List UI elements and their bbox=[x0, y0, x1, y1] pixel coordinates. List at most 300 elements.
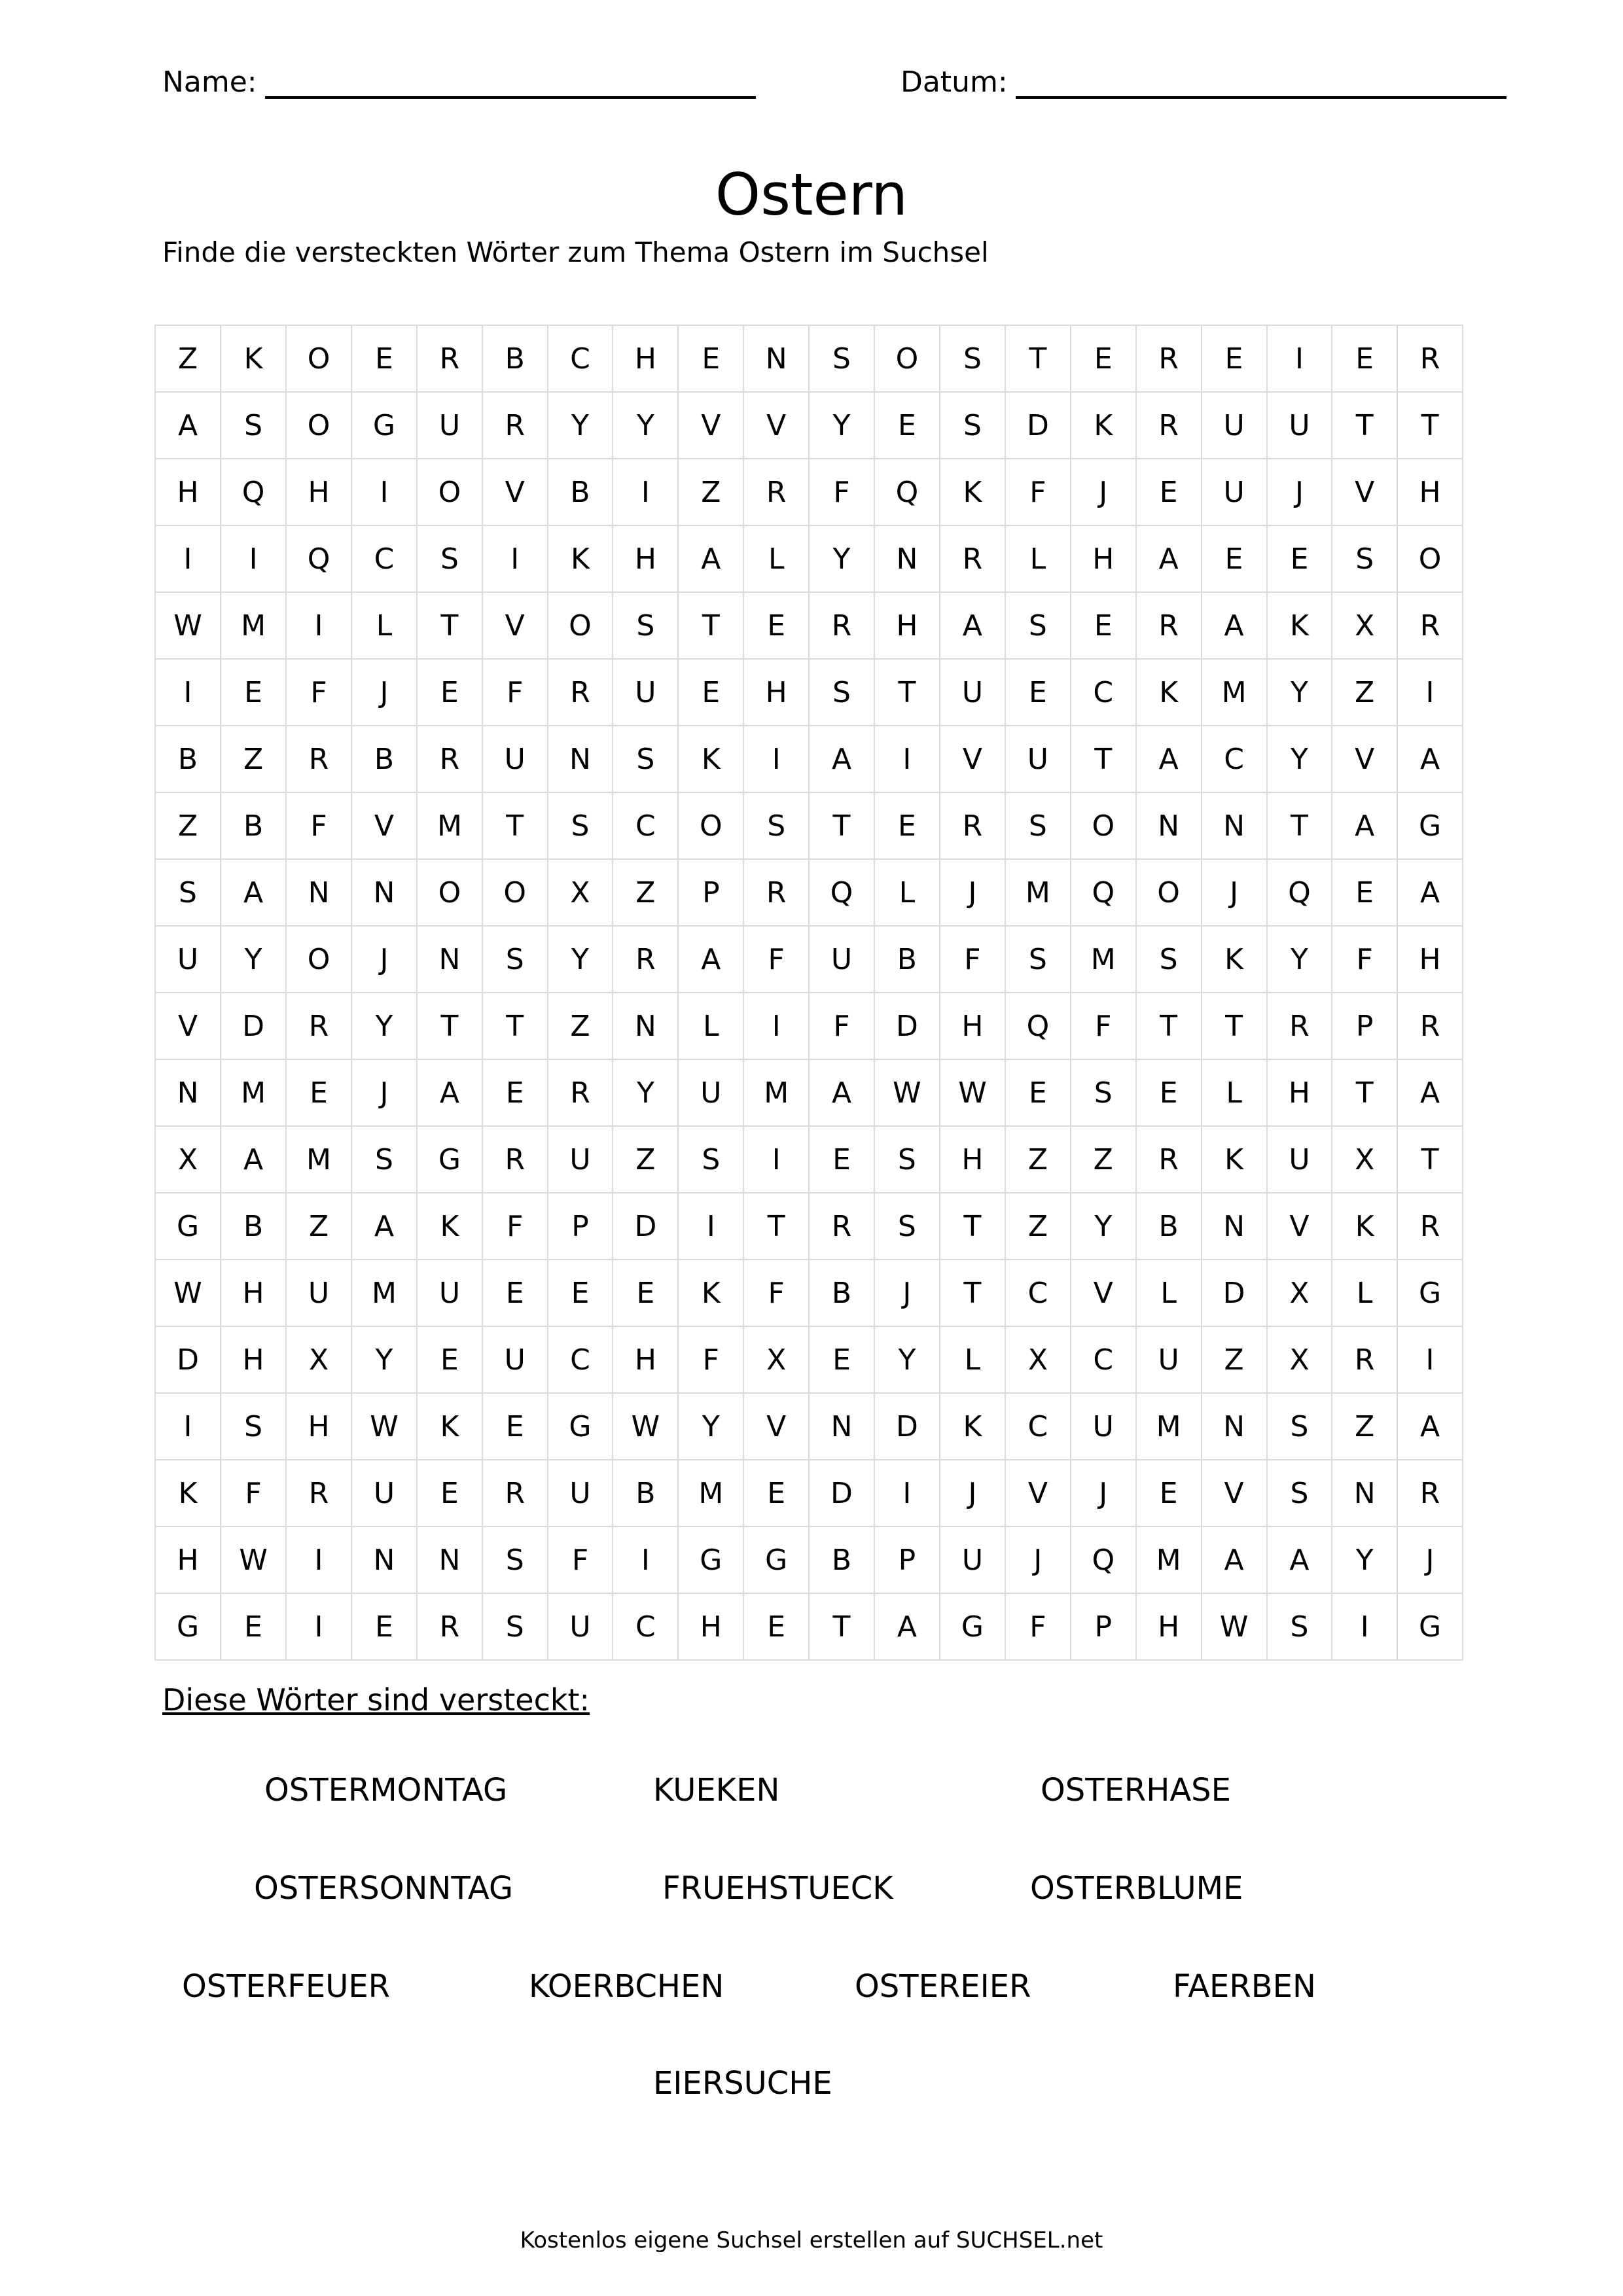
grid-cell: S bbox=[1267, 1460, 1332, 1527]
grid-cell: U bbox=[1136, 1326, 1202, 1393]
grid-cell: M bbox=[221, 1059, 286, 1126]
grid-cell: R bbox=[417, 1593, 482, 1660]
grid-row bbox=[155, 1193, 1463, 1260]
grid-cell: T bbox=[1397, 1126, 1463, 1193]
word-list-item: OSTERSONNTAG bbox=[254, 1870, 514, 1907]
grid-cell: Z bbox=[1332, 1393, 1397, 1460]
grid-cell: X bbox=[286, 1326, 351, 1393]
grid-cell: A bbox=[1267, 1527, 1332, 1593]
grid-cell: E bbox=[1332, 325, 1397, 392]
grid-cell: F bbox=[1005, 459, 1071, 525]
grid-cell: D bbox=[874, 993, 940, 1059]
grid-cell: I bbox=[351, 459, 417, 525]
grid-cell: R bbox=[1136, 325, 1202, 392]
grid-cell: A bbox=[1397, 726, 1463, 792]
grid-cell: R bbox=[613, 926, 678, 993]
grid-cell: Z bbox=[155, 792, 221, 859]
grid-cell: H bbox=[613, 325, 678, 392]
grid-cell: Y bbox=[1267, 726, 1332, 792]
grid-row bbox=[155, 1527, 1463, 1593]
grid-cell: W bbox=[155, 592, 221, 659]
grid-cell: U bbox=[809, 926, 874, 993]
grid-cell: B bbox=[809, 1527, 874, 1593]
grid-cell: G bbox=[351, 392, 417, 459]
grid-cell: H bbox=[155, 1527, 221, 1593]
grid-cell: S bbox=[221, 1393, 286, 1460]
grid-cell: A bbox=[155, 392, 221, 459]
grid-cell: R bbox=[1332, 1326, 1397, 1393]
grid-cell: S bbox=[482, 926, 548, 993]
grid-cell: I bbox=[286, 592, 351, 659]
grid-cell: D bbox=[221, 993, 286, 1059]
grid-cell: J bbox=[1397, 1527, 1463, 1593]
grid-cell: I bbox=[874, 726, 940, 792]
grid-cell: S bbox=[678, 1126, 743, 1193]
grid-cell: C bbox=[1005, 1260, 1071, 1326]
grid-cell: A bbox=[678, 525, 743, 592]
grid-cell: E bbox=[874, 792, 940, 859]
grid-cell: F bbox=[1005, 1593, 1071, 1660]
grid-cell: R bbox=[940, 792, 1005, 859]
grid-cell: A bbox=[1397, 1059, 1463, 1126]
grid-cell: B bbox=[221, 792, 286, 859]
grid-cell: Q bbox=[1267, 859, 1332, 926]
grid-cell: E bbox=[1202, 325, 1267, 392]
grid-cell: H bbox=[1397, 459, 1463, 525]
grid-cell: U bbox=[155, 926, 221, 993]
grid-cell: N bbox=[286, 859, 351, 926]
grid-cell: J bbox=[351, 1059, 417, 1126]
grid-cell: E bbox=[482, 1260, 548, 1326]
word-list-item: FAERBEN bbox=[1173, 1968, 1316, 2005]
grid-cell: K bbox=[1202, 1126, 1267, 1193]
grid-cell: T bbox=[482, 792, 548, 859]
grid-cell: K bbox=[940, 1393, 1005, 1460]
grid-cell: H bbox=[286, 1393, 351, 1460]
name-label: Name: bbox=[162, 65, 257, 99]
grid-cell: K bbox=[417, 1193, 482, 1260]
grid-cell: F bbox=[482, 1193, 548, 1260]
grid-cell: P bbox=[1332, 993, 1397, 1059]
page-title: Ostern bbox=[715, 161, 908, 228]
grid-cell: B bbox=[155, 726, 221, 792]
grid-cell: P bbox=[1071, 1593, 1136, 1660]
grid-cell: H bbox=[1397, 926, 1463, 993]
grid-cell: V bbox=[1332, 459, 1397, 525]
grid-cell: L bbox=[874, 859, 940, 926]
grid-cell: H bbox=[613, 1326, 678, 1393]
grid-cell: S bbox=[221, 392, 286, 459]
grid-cell: U bbox=[940, 1527, 1005, 1593]
grid-cell: E bbox=[1005, 659, 1071, 726]
grid-cell: J bbox=[1071, 1460, 1136, 1527]
grid-row bbox=[155, 1393, 1463, 1460]
grid-cell: N bbox=[351, 1527, 417, 1593]
grid-cell: C bbox=[548, 325, 613, 392]
grid-cell: Z bbox=[548, 993, 613, 1059]
grid-cell: W bbox=[940, 1059, 1005, 1126]
grid-cell: R bbox=[1136, 592, 1202, 659]
grid-cell: Y bbox=[874, 1326, 940, 1393]
grid-cell: H bbox=[1267, 1059, 1332, 1126]
grid-cell: E bbox=[743, 1460, 809, 1527]
grid-cell: F bbox=[1071, 993, 1136, 1059]
grid-row bbox=[155, 392, 1463, 459]
grid-cell: Q bbox=[809, 859, 874, 926]
grid-cell: S bbox=[1136, 926, 1202, 993]
grid-cell: U bbox=[482, 1326, 548, 1393]
grid-cell: B bbox=[613, 1460, 678, 1527]
grid-cell: J bbox=[351, 926, 417, 993]
grid-cell: I bbox=[1397, 1326, 1463, 1393]
grid-cell: H bbox=[221, 1326, 286, 1393]
grid-cell: Y bbox=[548, 392, 613, 459]
grid-cell: U bbox=[417, 1260, 482, 1326]
grid-cell: E bbox=[874, 392, 940, 459]
grid-cell: I bbox=[1332, 1593, 1397, 1660]
grid-cell: U bbox=[548, 1460, 613, 1527]
grid-cell: F bbox=[1332, 926, 1397, 993]
grid-cell: R bbox=[417, 726, 482, 792]
grid-cell: Y bbox=[1332, 1527, 1397, 1593]
grid-cell: W bbox=[221, 1527, 286, 1593]
grid-cell: M bbox=[1136, 1393, 1202, 1460]
grid-cell: Y bbox=[351, 993, 417, 1059]
grid-cell: B bbox=[548, 459, 613, 525]
grid-cell: D bbox=[809, 1460, 874, 1527]
grid-cell: H bbox=[874, 592, 940, 659]
grid-cell: G bbox=[1397, 1593, 1463, 1660]
grid-cell: K bbox=[417, 1393, 482, 1460]
word-list-item: KUEKEN bbox=[653, 1772, 780, 1809]
grid-cell: R bbox=[809, 1193, 874, 1260]
grid-cell: C bbox=[1071, 1326, 1136, 1393]
grid-cell: N bbox=[417, 1527, 482, 1593]
grid-cell: S bbox=[417, 525, 482, 592]
grid-cell: G bbox=[1397, 792, 1463, 859]
grid-cell: K bbox=[1202, 926, 1267, 993]
grid-cell: T bbox=[940, 1260, 1005, 1326]
grid-cell: U bbox=[548, 1593, 613, 1660]
grid-cell: X bbox=[155, 1126, 221, 1193]
grid-cell: Y bbox=[548, 926, 613, 993]
grid-cell: I bbox=[286, 1593, 351, 1660]
word-list-item: OSTERBLUME bbox=[1030, 1870, 1243, 1907]
grid-cell: C bbox=[351, 525, 417, 592]
grid-cell: A bbox=[351, 1193, 417, 1260]
grid-cell: S bbox=[874, 1193, 940, 1260]
grid-cell: R bbox=[1397, 993, 1463, 1059]
grid-cell: R bbox=[743, 859, 809, 926]
grid-cell: B bbox=[221, 1193, 286, 1260]
grid-cell: R bbox=[482, 1126, 548, 1193]
grid-cell: J bbox=[1202, 859, 1267, 926]
grid-cell: E bbox=[417, 1460, 482, 1527]
grid-cell: I bbox=[155, 659, 221, 726]
grid-cell: D bbox=[1202, 1260, 1267, 1326]
grid-cell: T bbox=[874, 659, 940, 726]
grid-cell: E bbox=[482, 1393, 548, 1460]
grid-cell: G bbox=[548, 1393, 613, 1460]
grid-cell: S bbox=[482, 1527, 548, 1593]
grid-cell: M bbox=[743, 1059, 809, 1126]
grid-cell: E bbox=[1071, 592, 1136, 659]
grid-cell: W bbox=[874, 1059, 940, 1126]
grid-cell: B bbox=[482, 325, 548, 392]
grid-cell: R bbox=[286, 1460, 351, 1527]
grid-cell: N bbox=[613, 993, 678, 1059]
grid-cell: F bbox=[809, 459, 874, 525]
grid-cell: A bbox=[417, 1059, 482, 1126]
grid-cell: V bbox=[678, 392, 743, 459]
grid-cell: C bbox=[1202, 726, 1267, 792]
grid-cell: O bbox=[548, 592, 613, 659]
grid-cell: J bbox=[1005, 1527, 1071, 1593]
grid-cell: M bbox=[1202, 659, 1267, 726]
grid-cell: M bbox=[221, 592, 286, 659]
grid-cell: E bbox=[221, 1593, 286, 1660]
grid-cell: H bbox=[940, 1126, 1005, 1193]
grid-cell: N bbox=[743, 325, 809, 392]
grid-cell: T bbox=[678, 592, 743, 659]
grid-cell: V bbox=[1005, 1460, 1071, 1527]
grid-cell: R bbox=[548, 1059, 613, 1126]
grid-row bbox=[155, 926, 1463, 993]
word-list-item: OSTERMONTAG bbox=[264, 1772, 508, 1809]
grid-cell: X bbox=[1005, 1326, 1071, 1393]
grid-cell: U bbox=[613, 659, 678, 726]
grid-cell: I bbox=[874, 1460, 940, 1527]
grid-cell: A bbox=[1397, 859, 1463, 926]
grid-cell: O bbox=[1136, 859, 1202, 926]
grid-cell: G bbox=[155, 1193, 221, 1260]
grid-cell: F bbox=[286, 659, 351, 726]
grid-cell: V bbox=[351, 792, 417, 859]
word-list-item: FRUEHSTUECK bbox=[662, 1870, 893, 1907]
grid-cell: L bbox=[1202, 1059, 1267, 1126]
grid-cell: U bbox=[1202, 392, 1267, 459]
grid-cell: O bbox=[1397, 525, 1463, 592]
grid-row bbox=[155, 1593, 1463, 1660]
grid-row bbox=[155, 1326, 1463, 1393]
grid-cell: Y bbox=[613, 1059, 678, 1126]
grid-cell: O bbox=[286, 325, 351, 392]
grid-cell: H bbox=[613, 525, 678, 592]
grid-cell: D bbox=[874, 1393, 940, 1460]
grid-cell: D bbox=[613, 1193, 678, 1260]
grid-row bbox=[155, 993, 1463, 1059]
grid-cell: E bbox=[351, 1593, 417, 1660]
grid-cell: S bbox=[1267, 1593, 1332, 1660]
grid-cell: E bbox=[1202, 525, 1267, 592]
grid-cell: C bbox=[1071, 659, 1136, 726]
grid-cell: L bbox=[678, 993, 743, 1059]
grid-cell: M bbox=[351, 1260, 417, 1326]
grid-cell: Z bbox=[613, 1126, 678, 1193]
grid-cell: I bbox=[743, 726, 809, 792]
grid-cell: R bbox=[482, 392, 548, 459]
grid-cell: I bbox=[482, 525, 548, 592]
grid-cell: E bbox=[548, 1260, 613, 1326]
grid-cell: Y bbox=[1267, 659, 1332, 726]
grid-cell: K bbox=[1136, 659, 1202, 726]
grid-cell: X bbox=[1332, 592, 1397, 659]
grid-cell: Z bbox=[1005, 1193, 1071, 1260]
grid-cell: Q bbox=[221, 459, 286, 525]
grid-cell: F bbox=[286, 792, 351, 859]
grid-cell: E bbox=[417, 659, 482, 726]
grid-cell: E bbox=[1071, 325, 1136, 392]
grid-cell: N bbox=[417, 926, 482, 993]
grid-cell: F bbox=[809, 993, 874, 1059]
grid-cell: N bbox=[1202, 1393, 1267, 1460]
grid-cell: Q bbox=[1005, 993, 1071, 1059]
grid-cell: R bbox=[1397, 592, 1463, 659]
grid-cell: A bbox=[809, 1059, 874, 1126]
grid-cell: A bbox=[1202, 1527, 1267, 1593]
grid-cell: V bbox=[482, 459, 548, 525]
grid-cell: B bbox=[874, 926, 940, 993]
grid-cell: S bbox=[155, 859, 221, 926]
grid-cell: T bbox=[1005, 325, 1071, 392]
grid-cell: R bbox=[417, 325, 482, 392]
grid-cell: Q bbox=[1071, 859, 1136, 926]
grid-cell: C bbox=[1005, 1393, 1071, 1460]
grid-cell: H bbox=[940, 993, 1005, 1059]
grid-cell: N bbox=[351, 859, 417, 926]
grid-cell: N bbox=[1202, 792, 1267, 859]
grid-cell: T bbox=[940, 1193, 1005, 1260]
grid-cell: Y bbox=[221, 926, 286, 993]
grid-cell: E bbox=[809, 1326, 874, 1393]
grid-cell: E bbox=[482, 1059, 548, 1126]
grid-cell: T bbox=[417, 993, 482, 1059]
grid-cell: N bbox=[1136, 792, 1202, 859]
grid-cell: N bbox=[874, 525, 940, 592]
grid-cell: N bbox=[548, 726, 613, 792]
grid-cell: M bbox=[286, 1126, 351, 1193]
grid-cell: T bbox=[1332, 392, 1397, 459]
grid-cell: G bbox=[417, 1126, 482, 1193]
grid-cell: A bbox=[221, 1126, 286, 1193]
grid-cell: Z bbox=[1071, 1126, 1136, 1193]
grid-cell: E bbox=[743, 592, 809, 659]
grid-cell: E bbox=[351, 325, 417, 392]
grid-cell: T bbox=[1267, 792, 1332, 859]
grid-cell: E bbox=[1332, 859, 1397, 926]
grid-cell: S bbox=[482, 1593, 548, 1660]
grid-cell: F bbox=[940, 926, 1005, 993]
grid-cell: U bbox=[286, 1260, 351, 1326]
grid-cell: T bbox=[809, 1593, 874, 1660]
grid-cell: V bbox=[1267, 1193, 1332, 1260]
grid-cell: D bbox=[1005, 392, 1071, 459]
grid-cell: W bbox=[351, 1393, 417, 1460]
grid-cell: N bbox=[155, 1059, 221, 1126]
grid-cell: U bbox=[1005, 726, 1071, 792]
grid-cell: M bbox=[1071, 926, 1136, 993]
grid-row bbox=[155, 1260, 1463, 1326]
grid-cell: S bbox=[1005, 592, 1071, 659]
grid-cell: L bbox=[351, 592, 417, 659]
grid-cell: S bbox=[940, 325, 1005, 392]
grid-cell: U bbox=[351, 1460, 417, 1527]
grid-cell: H bbox=[743, 659, 809, 726]
grid-cell: J bbox=[1071, 459, 1136, 525]
grid-cell: T bbox=[1071, 726, 1136, 792]
grid-cell: T bbox=[1202, 993, 1267, 1059]
grid-cell: G bbox=[940, 1593, 1005, 1660]
grid-cell: E bbox=[417, 1326, 482, 1393]
grid-cell: T bbox=[482, 993, 548, 1059]
grid-cell: E bbox=[809, 1126, 874, 1193]
grid-cell: J bbox=[351, 659, 417, 726]
grid-cell: G bbox=[155, 1593, 221, 1660]
word-search-grid bbox=[154, 325, 1463, 1661]
grid-cell: L bbox=[940, 1326, 1005, 1393]
grid-cell: M bbox=[1136, 1527, 1202, 1593]
grid-cell: S bbox=[548, 792, 613, 859]
grid-cell: R bbox=[1397, 325, 1463, 392]
grid-cell: T bbox=[809, 792, 874, 859]
grid-cell: V bbox=[940, 726, 1005, 792]
grid-cell: I bbox=[743, 1126, 809, 1193]
grid-cell: T bbox=[1332, 1059, 1397, 1126]
grid-cell: R bbox=[286, 726, 351, 792]
grid-cell: V bbox=[482, 592, 548, 659]
grid-cell: E bbox=[1136, 1059, 1202, 1126]
name-field[interactable] bbox=[162, 65, 756, 99]
grid-cell: I bbox=[1397, 659, 1463, 726]
grid-row bbox=[155, 459, 1463, 525]
grid-cell: V bbox=[155, 993, 221, 1059]
grid-cell: K bbox=[1071, 392, 1136, 459]
grid-cell: Y bbox=[809, 392, 874, 459]
grid-cell: U bbox=[1267, 1126, 1332, 1193]
name-input-line[interactable] bbox=[265, 70, 756, 99]
grid-cell: K bbox=[678, 1260, 743, 1326]
grid-cell: H bbox=[286, 459, 351, 525]
grid-cell: Z bbox=[678, 459, 743, 525]
grid-cell: S bbox=[743, 792, 809, 859]
grid-cell: V bbox=[743, 1393, 809, 1460]
grid-cell: I bbox=[1267, 325, 1332, 392]
grid-cell: R bbox=[1397, 1460, 1463, 1527]
grid-cell: S bbox=[1071, 1059, 1136, 1126]
grid-cell: G bbox=[1397, 1260, 1463, 1326]
grid-cell: E bbox=[1136, 1460, 1202, 1527]
word-list-item: OSTEREIER bbox=[855, 1968, 1031, 2005]
grid-cell: B bbox=[1136, 1193, 1202, 1260]
date-input-line[interactable] bbox=[1016, 70, 1507, 99]
grid-cell: V bbox=[1071, 1260, 1136, 1326]
grid-cell: K bbox=[1267, 592, 1332, 659]
grid-cell: Z bbox=[1332, 659, 1397, 726]
grid-cell: U bbox=[678, 1059, 743, 1126]
grid-cell: J bbox=[1267, 459, 1332, 525]
grid-cell: S bbox=[874, 1126, 940, 1193]
grid-cell: I bbox=[613, 459, 678, 525]
grid-cell: S bbox=[1267, 1393, 1332, 1460]
grid-cell: X bbox=[1332, 1126, 1397, 1193]
grid-cell: S bbox=[940, 392, 1005, 459]
grid-row bbox=[155, 792, 1463, 859]
grid-cell: O bbox=[286, 926, 351, 993]
word-list-item: KOERBCHEN bbox=[529, 1968, 724, 2005]
grid-cell: N bbox=[1332, 1460, 1397, 1527]
date-field[interactable] bbox=[901, 65, 1507, 99]
grid-cell: E bbox=[1005, 1059, 1071, 1126]
